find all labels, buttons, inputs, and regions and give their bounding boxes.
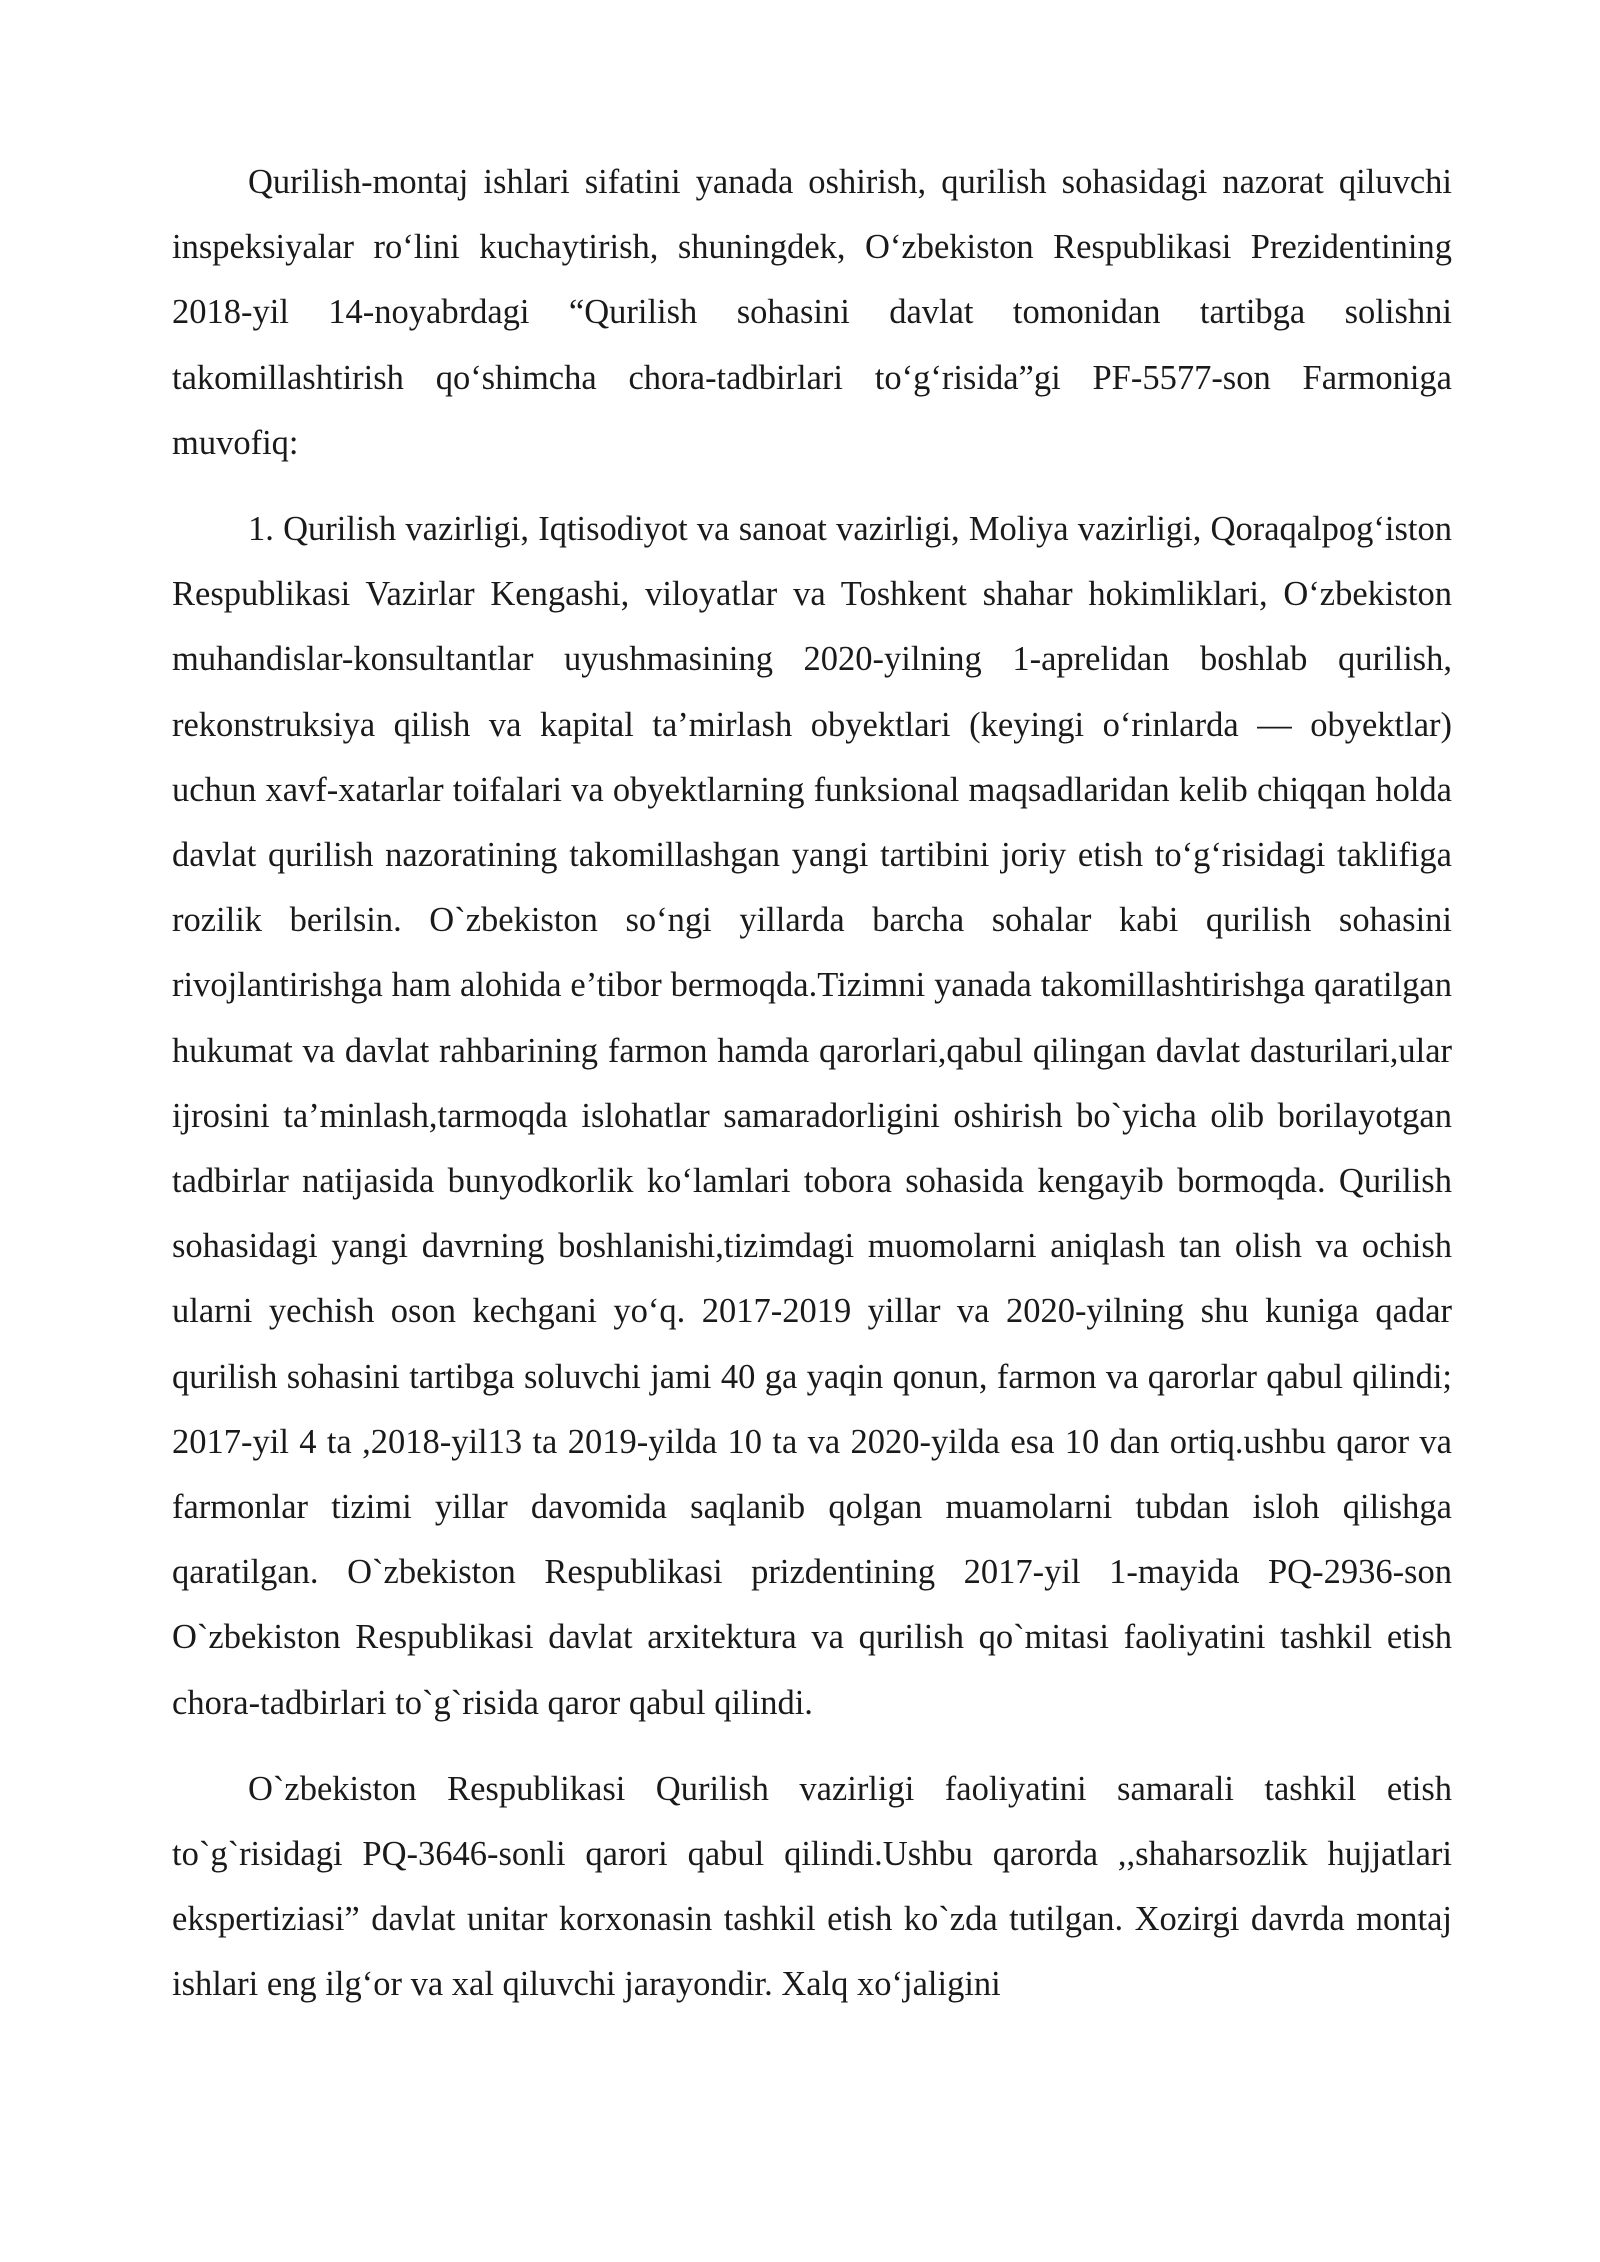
paragraph-item-1: 1. Qurilish vazirligi, Iqtisodiyot va sanoat vazirligi, Moliya vazirligi, Qoraqalpog‘iston Respublikasi Vazirlar Kengashi, viloyatlar va Toshkent shahar hokimliklari, O‘zbekiston muhandislar-konsultantlar uyushmasining 2020-yilning 1-aprelidan boshlab qurilish, rekonstruksiya qilish va kapital ta’mirlash obyektlari (keyingi o‘rinlarda — obyektlar) uchun xavf-xatarlar toifalari va obyektlarning funksional maqsadlaridan kelib chiqqan holda davlat qurilish nazoratining takomillashgan yangi tartibini joriy etish to‘g‘risidagi taklifiga rozilik berilsin. O`zbekiston so‘ngi yillarda barcha sohalar kabi qurilish sohasini rivojlantirishga ham alohida e’tibor bermoqda.Tizimni yanada takomillashtirishga qaratilgan hukumat va davlat rahbarining farmon hamda qarorlari,qabul qilingan davlat dasturilari,ular ijrosini ta’minlash,tarmoqda islohatlar samaradorligini oshirish bo`yicha olib borilayotgan tadbirlar natijasida bunyodkorlik ko‘lamlari tobora sohasida kengayib bormoqda. Qurilish sohasidagi yangi davrning boshlanishi,tizimdagi muomolarni aniqlash tan olish va ochish ularni yechish oson kechgani yo‘q. 2017-2019 yillar va 2020-yilning shu kuniga qadar qurilish sohasini tartibga soluvchi jami 40 ga yaqin qonun, farmon va qarorlar qabul qilindi; 2017-yil 4 ta ,2018-yil13 ta 2019-yilda 10 ta va 2020-yilda esa 10 dan ortiq.ushbu qaror va farmonlar tizimi yillar davomida saqlanib qolgan muamolarni tubdan isloh qilishga qaratilgan. O`zbekiston Respublikasi prizdentining 2017-yil 1-mayida PQ-2936-son O`zbekiston Respublikasi davlat arxitektura va qurilish qo`mitasi faoliyatini tashkil etish chora-tadbirlari to`g`risida qaror qabul qilindi. [172,510,1452,1722]
document-body [172,150,1452,2018]
paragraph-intro: Qurilish-montaj ishlari sifatini yanada oshirish, qurilish sohasidagi nazorat qiluvchi inspeksiyalar ro‘lini kuchaytirish, shuningdek, O‘zbekiston Respublikasi Prezidentining 2018-yil 14-noyabrdagi “Qurilish sohasini davlat tomonidan tartibga solishni takomillashtirish qo‘shimcha chora-tadbirlari to‘g‘risida”gi PF-5577-son Farmoniga muvofiq: [172,163,1452,462]
paragraph-ministry: O`zbekiston Respublikasi Qurilish vazirligi faoliyatini samarali tashkil etish to`g`risidagi PQ-3646-sonli qarori qabul qilindi.Ushbu qarorda ,,shaharsozlik hujjatlari ekspertiziasi” davlat unitar korxonasin tashkil etish ko`zda tutilgan. Xozirgi davrda montaj ishlari eng ilg‘or va xal qiluvchi jarayondir. Xalq xo‘jaligini [172,1769,1452,2004]
